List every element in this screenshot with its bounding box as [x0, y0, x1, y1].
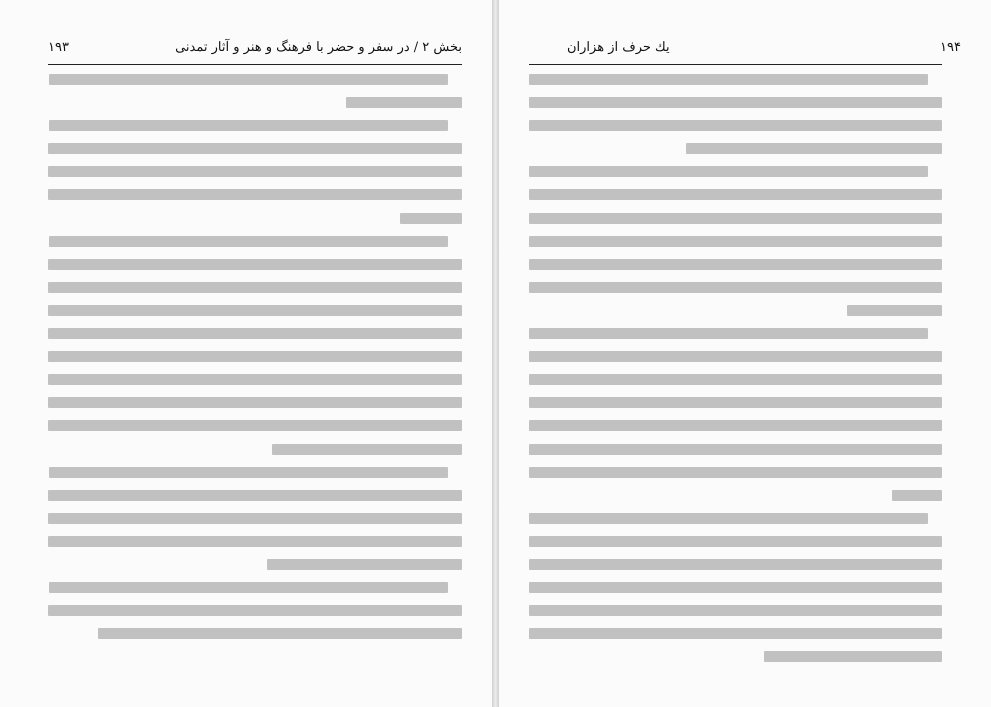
page-body — [48, 74, 462, 651]
text-line — [48, 490, 462, 501]
paragraph — [48, 467, 462, 570]
page-194 — [499, 0, 991, 707]
page-number: ۱۹۴ — [940, 40, 961, 55]
text-line — [529, 282, 942, 293]
text-line — [847, 305, 942, 316]
text-line — [529, 513, 928, 524]
text-line — [529, 74, 928, 85]
text-line — [48, 143, 462, 154]
text-line — [49, 74, 449, 85]
text-line — [48, 259, 462, 270]
text-line — [529, 444, 942, 455]
text-line — [272, 444, 462, 455]
text-line — [48, 166, 462, 177]
text-line — [49, 120, 449, 131]
paragraph — [529, 513, 942, 663]
text-line — [48, 397, 462, 408]
text-line — [48, 305, 462, 316]
header-rule — [529, 64, 942, 65]
paragraph — [529, 166, 942, 316]
text-line — [529, 328, 928, 339]
paragraph — [529, 74, 942, 154]
text-line — [529, 559, 942, 570]
text-line — [529, 166, 928, 177]
text-line — [529, 374, 942, 385]
text-line — [48, 420, 462, 431]
page-number: ۱۹۳ — [48, 40, 69, 55]
text-line — [48, 605, 462, 616]
text-line — [529, 582, 942, 593]
running-header: یك حرف از هزاران — [567, 40, 670, 55]
running-header: بخش ۲ / در سفر و حضر با فرهنگ و هنر و آثار تمدنی — [175, 40, 462, 55]
text-line — [529, 259, 942, 270]
text-line — [346, 97, 462, 108]
text-line — [48, 536, 462, 547]
text-line — [48, 189, 462, 200]
text-line — [267, 559, 462, 570]
text-line — [529, 605, 942, 616]
paragraph — [529, 328, 942, 501]
page-193 — [0, 0, 492, 707]
text-line — [529, 536, 942, 547]
text-line — [48, 351, 462, 362]
text-line — [49, 236, 449, 247]
text-line — [529, 467, 942, 478]
page-body — [529, 74, 942, 674]
text-line — [529, 213, 942, 224]
text-line — [892, 490, 942, 501]
text-line — [49, 467, 449, 478]
text-line — [48, 282, 462, 293]
text-line — [764, 651, 942, 662]
text-line — [529, 351, 942, 362]
text-line — [529, 628, 942, 639]
text-line — [529, 420, 942, 431]
text-line — [98, 628, 462, 639]
text-line — [529, 397, 942, 408]
paragraph — [48, 74, 462, 108]
text-line — [529, 97, 942, 108]
text-line — [686, 143, 942, 154]
book-gutter — [492, 0, 499, 707]
text-line — [49, 582, 449, 593]
text-line — [400, 213, 462, 224]
text-line — [529, 236, 942, 247]
paragraph — [48, 120, 462, 223]
text-line — [48, 328, 462, 339]
text-line — [48, 374, 462, 385]
text-line — [529, 189, 942, 200]
text-line — [48, 513, 462, 524]
header-rule — [48, 64, 462, 65]
paragraph — [48, 582, 462, 639]
text-line — [529, 120, 942, 131]
paragraph — [48, 236, 462, 455]
